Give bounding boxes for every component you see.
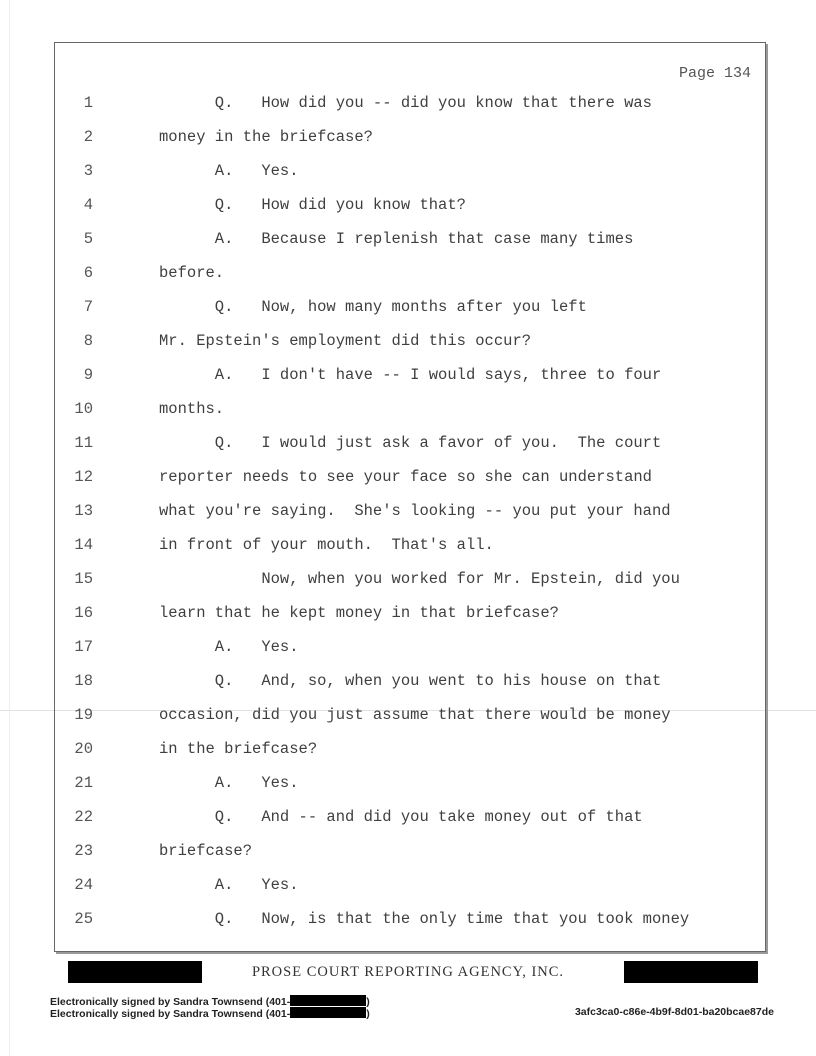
line-text: in the briefcase?: [159, 740, 318, 758]
redaction-box-right: [624, 961, 758, 983]
transcript-line: [55, 331, 765, 365]
agency-footer: PROSE COURT REPORTING AGENCY, INC.: [251, 964, 565, 980]
line-number: 22: [74, 808, 93, 826]
transcript-line: [55, 433, 765, 467]
line-text: learn that he kept money in that briefcase?: [159, 604, 559, 622]
signature-text-1: Electronically signed by Sandra Townsend (401-: [50, 996, 291, 1008]
transcript-line: [55, 739, 765, 773]
transcript-line: [55, 875, 765, 909]
transcript-line: [55, 705, 765, 739]
transcript-line: [55, 93, 765, 127]
line-text: Q. And, so, when you went to his house on that: [159, 672, 662, 690]
signature-redaction-1: [290, 995, 366, 1006]
transcript-line: [55, 263, 765, 297]
line-text: money in the briefcase?: [159, 128, 373, 146]
line-text: A. Yes.: [159, 774, 299, 792]
line-text: Q. Now, how many months after you left: [159, 298, 587, 316]
line-number: 20: [74, 740, 93, 758]
line-text: Q. Now, is that the only time that you took money: [159, 910, 690, 928]
line-text: A. Yes.: [159, 638, 299, 656]
document-hash: 3afc3ca0-c86e-4b9f-8d01-ba20bcae87de: [574, 1006, 774, 1018]
line-number: 14: [74, 536, 93, 554]
transcript-page-frame: [54, 42, 766, 952]
line-number: 3: [83, 162, 93, 180]
transcript-line: [55, 297, 765, 331]
line-text: Now, when you worked for Mr. Epstein, did you: [159, 570, 680, 588]
signature-close-1: ): [366, 996, 370, 1008]
line-number: 23: [74, 842, 93, 860]
transcript-line: [55, 535, 765, 569]
transcript-line: [55, 161, 765, 195]
line-number: 1: [83, 94, 93, 112]
line-number: 2: [83, 128, 93, 146]
transcript-line: [55, 671, 765, 705]
line-number: 18: [74, 672, 93, 690]
line-number: 12: [74, 468, 93, 486]
transcript-line: [55, 909, 765, 943]
line-text: Q. How did you -- did you know that there was: [159, 94, 652, 112]
line-text: reporter needs to see your face so she can understand: [159, 468, 652, 486]
signature-text-2: Electronically signed by Sandra Townsend (401-: [50, 1008, 291, 1020]
line-number: 21: [74, 774, 93, 792]
transcript-line: [55, 229, 765, 263]
line-number: 8: [83, 332, 93, 350]
line-number: 9: [83, 366, 93, 384]
line-number: 10: [74, 400, 93, 418]
line-text: what you're saying. She's looking -- you put your hand: [159, 502, 671, 520]
transcript-line: [55, 773, 765, 807]
transcript-line: [55, 603, 765, 637]
signature-line-2: [50, 1007, 370, 1020]
line-number: 24: [74, 876, 93, 894]
line-text: Q. How did you know that?: [159, 196, 466, 214]
line-number: 13: [74, 502, 93, 520]
line-number: 19: [74, 706, 93, 724]
transcript-line: [55, 807, 765, 841]
line-text: A. I don't have -- I would says, three to four: [159, 366, 662, 384]
page-number: Page 134: [678, 65, 751, 82]
transcript-line: [55, 637, 765, 671]
transcript-line: [55, 467, 765, 501]
line-text: Mr. Epstein's employment did this occur?: [159, 332, 532, 350]
transcript-line: [55, 399, 765, 433]
transcript-line: [55, 365, 765, 399]
line-number: 16: [74, 604, 93, 622]
transcript-line: [55, 501, 765, 535]
line-text: A. Yes.: [159, 876, 299, 894]
line-text: occasion, did you just assume that there would be money: [159, 706, 671, 724]
line-text: Q. I would just ask a favor of you. The court: [159, 434, 662, 452]
line-text: in front of your mouth. That's all.: [159, 536, 494, 554]
line-text: Q. And -- and did you take money out of that: [159, 808, 643, 826]
line-number: 11: [74, 434, 93, 452]
transcript-line: [55, 195, 765, 229]
line-text: A. Because I replenish that case many times: [159, 230, 634, 248]
line-number: 15: [74, 570, 93, 588]
line-number: 25: [74, 910, 93, 928]
line-text: before.: [159, 264, 225, 282]
line-number: 7: [83, 298, 93, 316]
line-number: 6: [83, 264, 93, 282]
signature-close-2: ): [366, 1008, 370, 1020]
line-text: A. Yes.: [159, 162, 299, 180]
line-text: briefcase?: [159, 842, 253, 860]
transcript-line: [55, 127, 765, 161]
transcript-line: [55, 569, 765, 603]
transcript-line: [55, 841, 765, 875]
line-text: months.: [159, 400, 225, 418]
scan-edge-line: [9, 0, 10, 1056]
line-number: 4: [83, 196, 93, 214]
line-number: 17: [74, 638, 93, 656]
line-number: 5: [83, 230, 93, 248]
signature-redaction-2: [290, 1007, 366, 1018]
